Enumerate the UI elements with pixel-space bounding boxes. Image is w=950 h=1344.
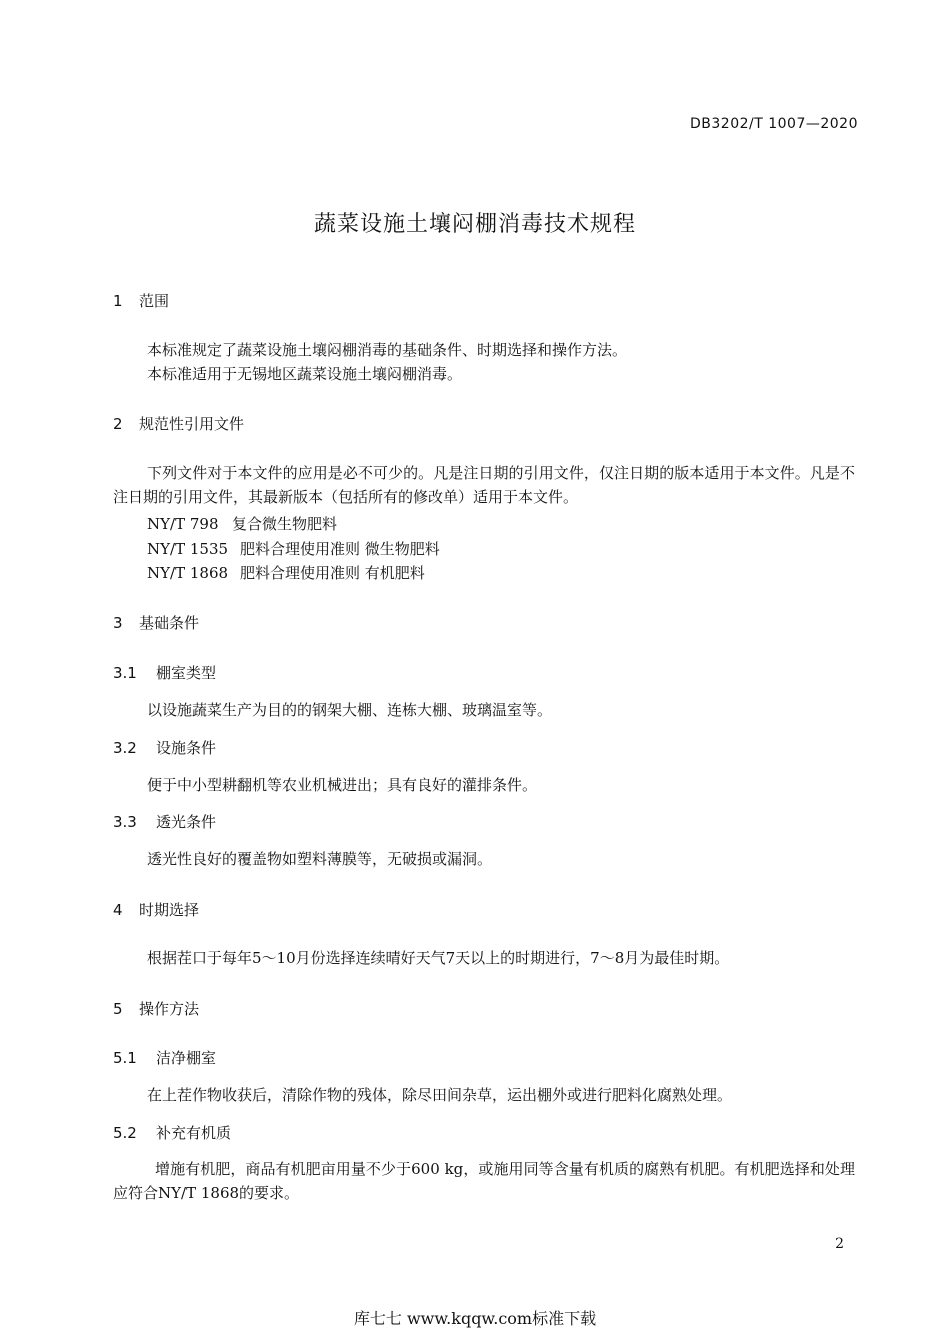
reference-name: 肥料合理使用准则 微生物肥料	[240, 540, 440, 558]
section-title: 操作方法	[139, 1000, 200, 1018]
section-number: 4	[113, 901, 123, 919]
reference-name: 肥料合理使用准则 有机肥料	[240, 564, 425, 582]
section-4-text: 根据茬口于每年5～10月份选择连续晴好天气7天以上的时期进行，7～8月为最佳时期。	[147, 949, 730, 967]
subsection-title: 透光条件	[156, 813, 217, 831]
section-title: 时期选择	[139, 901, 200, 919]
reference-item	[147, 538, 440, 559]
reference-code: NY/T 798	[147, 515, 219, 533]
section-4-heading	[113, 899, 199, 920]
section-1-heading	[113, 290, 169, 311]
section-number: 2	[113, 415, 123, 433]
page-number: 2	[835, 1236, 844, 1252]
subsection-number: 3.2	[113, 739, 137, 757]
subsection-3-1-text: 以设施蔬菜生产为目的的钢架大棚、连栋大棚、玻璃温室等。	[147, 701, 553, 719]
section-2-paragraph: 下列文件对于本文件的应用是必不可少的。凡是注日期的引用文件，仅注日期的版本适用于本文件。凡是不注日期的引用文件，其最新版本（包括所有的修改单）适用于本文件。	[113, 464, 855, 506]
subsection-3-2-heading	[113, 737, 216, 758]
subsection-3-3-text: 透光性良好的覆盖物如塑料薄膜等，无破损或漏洞。	[147, 850, 493, 868]
subsection-number: 5.2	[113, 1124, 137, 1142]
section-title: 基础条件	[139, 614, 200, 632]
subsection-5-2-text: 增施有机肥，商品有机肥亩用量不少于600 kg，或施用同等含量有机质的腐熟有机肥。有机肥选择和处理应符合NY/T 1868的要求。	[113, 1160, 855, 1202]
section-title: 规范性引用文件	[139, 415, 245, 433]
section-title: 范围	[139, 292, 170, 310]
subsection-3-3-heading	[113, 811, 216, 832]
subsection-title: 设施条件	[156, 739, 217, 757]
subsection-5-1-text: 在上茬作物收获后，清除作物的残体，除尽田间杂草，运出棚外或进行肥料化腐熟处理。	[147, 1086, 733, 1104]
subsection-number: 5.1	[113, 1049, 137, 1067]
subsection-3-1-heading	[113, 662, 216, 683]
section-3-heading	[113, 612, 199, 633]
section-number: 1	[113, 292, 123, 310]
section-2-heading	[113, 413, 244, 434]
section-number: 3	[113, 614, 123, 632]
subsection-title: 补充有机质	[156, 1124, 232, 1142]
subsection-5-1-heading	[113, 1047, 216, 1068]
section-number: 5	[113, 1000, 123, 1018]
subsection-5-2-heading	[113, 1122, 231, 1143]
section-1-paragraph-2: 本标准适用于无锡地区蔬菜设施土壤闷棚消毒。	[147, 365, 463, 383]
subsection-3-2-text: 便于中小型耕翻机等农业机械进出；具有良好的灌排条件。	[147, 776, 538, 794]
reference-item	[147, 513, 337, 534]
reference-code: NY/T 1868	[147, 564, 229, 582]
reference-code: NY/T 1535	[147, 540, 229, 558]
document-title: 蔬菜设施土壤闷棚消毒技术规程	[313, 212, 636, 237]
reference-name: 复合微生物肥料	[232, 515, 338, 533]
subsection-title: 棚室类型	[156, 664, 217, 682]
footer-watermark: 库七七 www.kqqw.com标准下载	[353, 1309, 597, 1328]
section-5-heading	[113, 998, 199, 1019]
subsection-number: 3.3	[113, 813, 137, 831]
standard-number: DB3202/T 1007—2020	[690, 116, 858, 132]
subsection-title: 洁净棚室	[156, 1049, 217, 1067]
section-1-paragraph-1: 本标准规定了蔬菜设施土壤闷棚消毒的基础条件、时期选择和操作方法。	[147, 341, 628, 359]
reference-item	[147, 562, 425, 583]
subsection-number: 3.1	[113, 664, 137, 682]
